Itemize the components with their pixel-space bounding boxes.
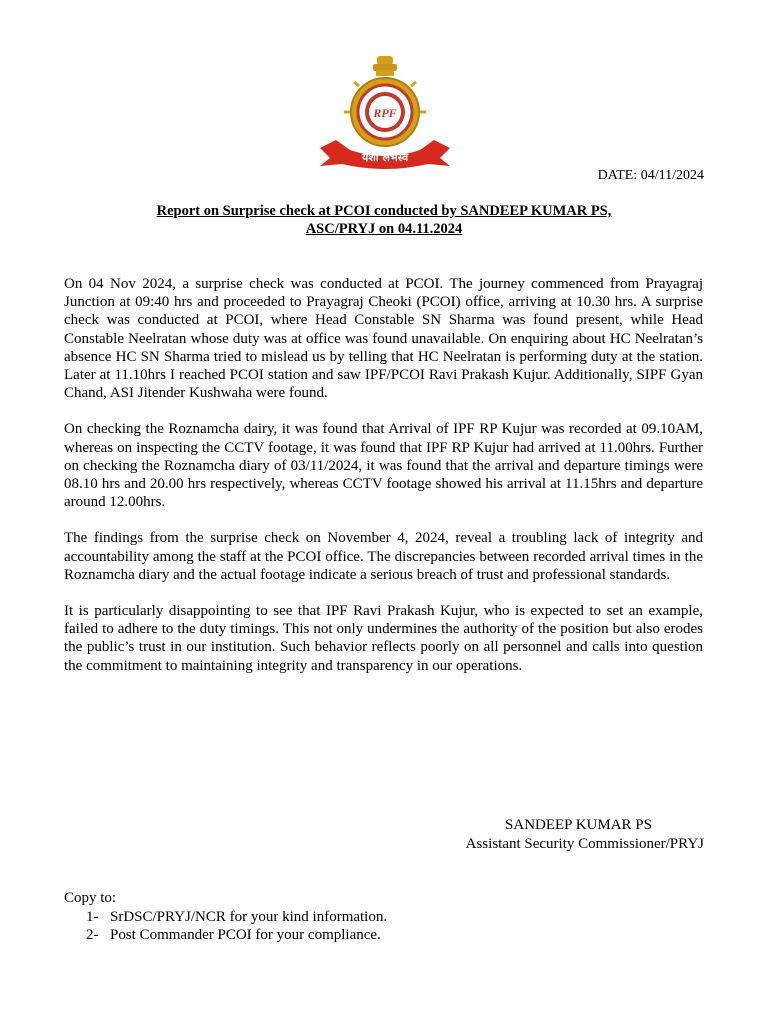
copy-to-heading: Copy to: xyxy=(64,890,117,906)
emblem-rpf-text: RPF xyxy=(373,106,397,120)
report-body xyxy=(64,275,703,693)
list-item: 2- Post Commander PCOI for your compliance. xyxy=(86,927,381,943)
motto-text: यशो लभस्व xyxy=(361,151,409,164)
paragraph-conclusion: It is particularly disappointing to see that IPF Ravi Prakash Kujur, who is expected to set an example, failed to adhere to the duty timings. This not only undermines the authority of the position but also erodes the public’s trust in our institution. Such behavior reflects poorly on all personnel and calls into question the commitment to maintaining integrity and transparency in our operations. xyxy=(64,603,703,674)
paragraph-roznamcha: On checking the Roznamcha dairy, it was found that Arrival of IPF RP Kujur was recorded at 09.10AM, whereas on inspecting the CCTV footage, it was found that IPF RP Kujur had arrived at 11.00hrs. Further on checking the Roznamcha diary of 03/11/2024, it was found that the arrival and departure timings were 08.10 hrs and 20.00 hrs respectively, whereas CCTV footage showed his arrival at 11.15hrs and departure around 12.00hrs. xyxy=(64,421,703,511)
copy-to-list xyxy=(64,908,387,945)
copy-to-section xyxy=(64,889,387,945)
list-item: 1- SrDSC/PRYJ/NCR for your kind information. xyxy=(86,908,388,925)
report-title xyxy=(64,202,704,238)
signature-block xyxy=(466,816,704,853)
document-date: DATE: 04/11/2024 xyxy=(597,168,704,183)
paragraph-journey: On 04 Nov 2024, a surprise check was conducted at PCOI. The journey commenced from Prayagraj Junction at 09:40 hrs and proceeded to Prayagraj Cheoki (PCOI) office, arriving at 10.30 hrs. A surprise check was conducted at PCOI, where Head Constable SN Sharma was found present, while Head Constable Neelratan whose duty was at office was found unavailable. On enquiring about HC Neelratan’s absence HC SN Sharma tried to mislead us by telling that HC Neelratan is performing duty at the station. Later at 11.10hrs I reached PCOI station and saw IPF/PCOI Ravi Prakash Kujur. Additionally, SIPF Gyan Chand, ASI Jitender Kushwaha were found. xyxy=(64,276,703,402)
paragraph-findings: The findings from the surprise check on November 4, 2024, reveal a troubling lack of integrity and accountability among the staff at the PCOI office. The discrepancies between recorded arrival times in the Roznamcha diary and the actual footage indicate a serious breach of trust and professional standards. xyxy=(64,530,703,583)
title-line-1: Report on Surprise check at PCOI conducted by SANDEEP KUMAR PS, xyxy=(156,203,612,219)
rpf-emblem-logo xyxy=(316,52,454,170)
title-line-2: ASC/PRYJ on 04.11.2024 xyxy=(305,221,463,237)
signatory-name: SANDEEP KUMAR PS xyxy=(505,817,652,833)
signatory-designation: Assistant Security Commissioner/PRYJ xyxy=(465,835,704,852)
